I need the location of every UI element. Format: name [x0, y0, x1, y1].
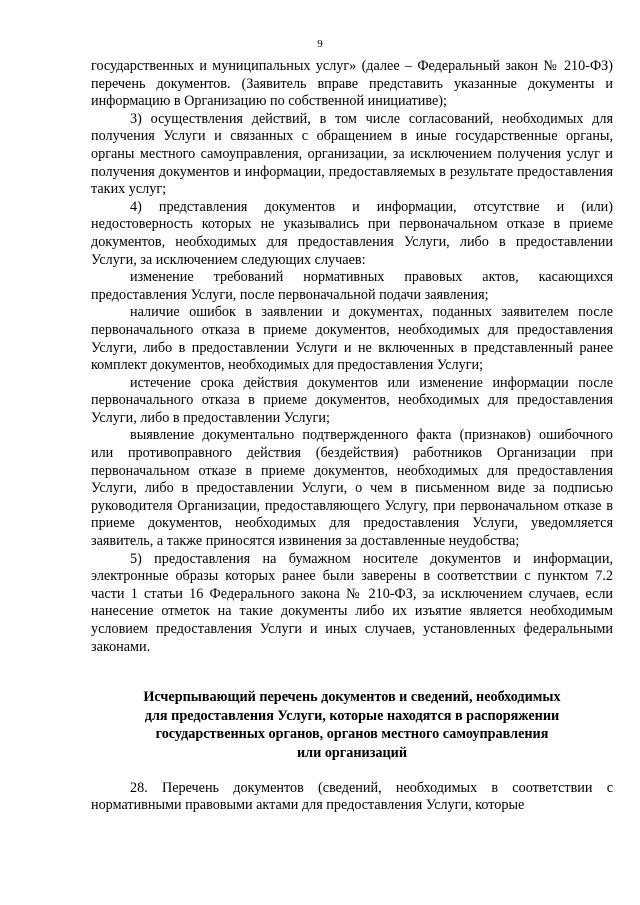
heading-line: для предоставления Услуги, которые находятся в распоряжении [144, 707, 560, 724]
paragraph-case-errors: наличие ошибок в заявлении и документах, поданных заявителем после первоначального отказа в приеме документов, необходимых для предоставления Услуги, либо в предоставлении Услуги и не включенных в представленный ранее комплект документов, необходимых для предоставления Услуги; [91, 304, 613, 374]
section-heading [91, 688, 613, 762]
heading-line: Исчерпывающий перечень документов и сведений, необходимых [143, 689, 561, 706]
paragraph-continuation: государственных и муниципальных услуг» (далее – Федеральный закон № 210-ФЗ) перечень документов. (Заявитель вправе представить указанные документы и информацию в Организацию по собственной инициативе); [91, 58, 613, 110]
document-body [91, 58, 613, 815]
paragraph-case-expiry: истечение срока действия документов или изменение информации после первоначального отказа в приеме документов, необходимых для предоставления Услуги, либо в предоставлении Услуги; [91, 374, 613, 426]
page-number: 9 [317, 38, 323, 50]
paragraph-item-28: 28. Перечень документов (сведений, необходимых в соответствии с нормативными правовыми актами для предоставления Услуги, которые [91, 779, 613, 814]
heading-line: или организаций [296, 744, 408, 761]
paragraph-case-wrongful-action: выявление документально подтвержденного факта (признаков) ошибочного или противоправного действия (бездействия) работников Организации при первоначальном отказе в приеме документов, необходимых для предоставления Услуги, либо в предоставлении Услуги, о чем в письменном виде за подписью руководителя Организации, предоставляющего Услугу, при первоначальном отказе в приеме документов, необходимых для предоставления Услуги, уведомляется заявитель, а также приносятся извинения за доставленные неудобства; [91, 427, 613, 550]
paragraph-item-3: 3) осуществления действий, в том числе согласований, необходимых для получения Услуги и связанных с обращением в иные государственные органы, органы местного самоуправления, организации, за исключением получения услуг и получения документов и информации, предоставляемых в результате предоставления таких услуг; [91, 110, 613, 198]
heading-line: государственных органов, органов местного самоуправления [155, 726, 549, 743]
paragraph-item-4: 4) представления документов и информации, отсутствие и (или) недостоверность которых не указывались при первоначальном отказе в приеме документов, необходимых для предоставления Услуги, либо в предоставлении Услуги, за исключением следующих случаев: [91, 198, 613, 268]
paragraph-item-5: 5) предоставления на бумажном носителе документов и информации, электронные образы которых ранее были заверены в соответствии с пунктом 7.2 части 1 статьи 16 Федерального закона № 210-ФЗ, за исключением случаев, если нанесение отметок на такие документы либо их изъятие является необходимым условием предоставления Услуги и иных случаев, установленных федеральными законами. [91, 550, 613, 655]
paragraph-case-requirements-change: изменение требований нормативных правовых актов, касающихся предоставления Услуги, после первоначальной подачи заявления; [91, 269, 613, 303]
